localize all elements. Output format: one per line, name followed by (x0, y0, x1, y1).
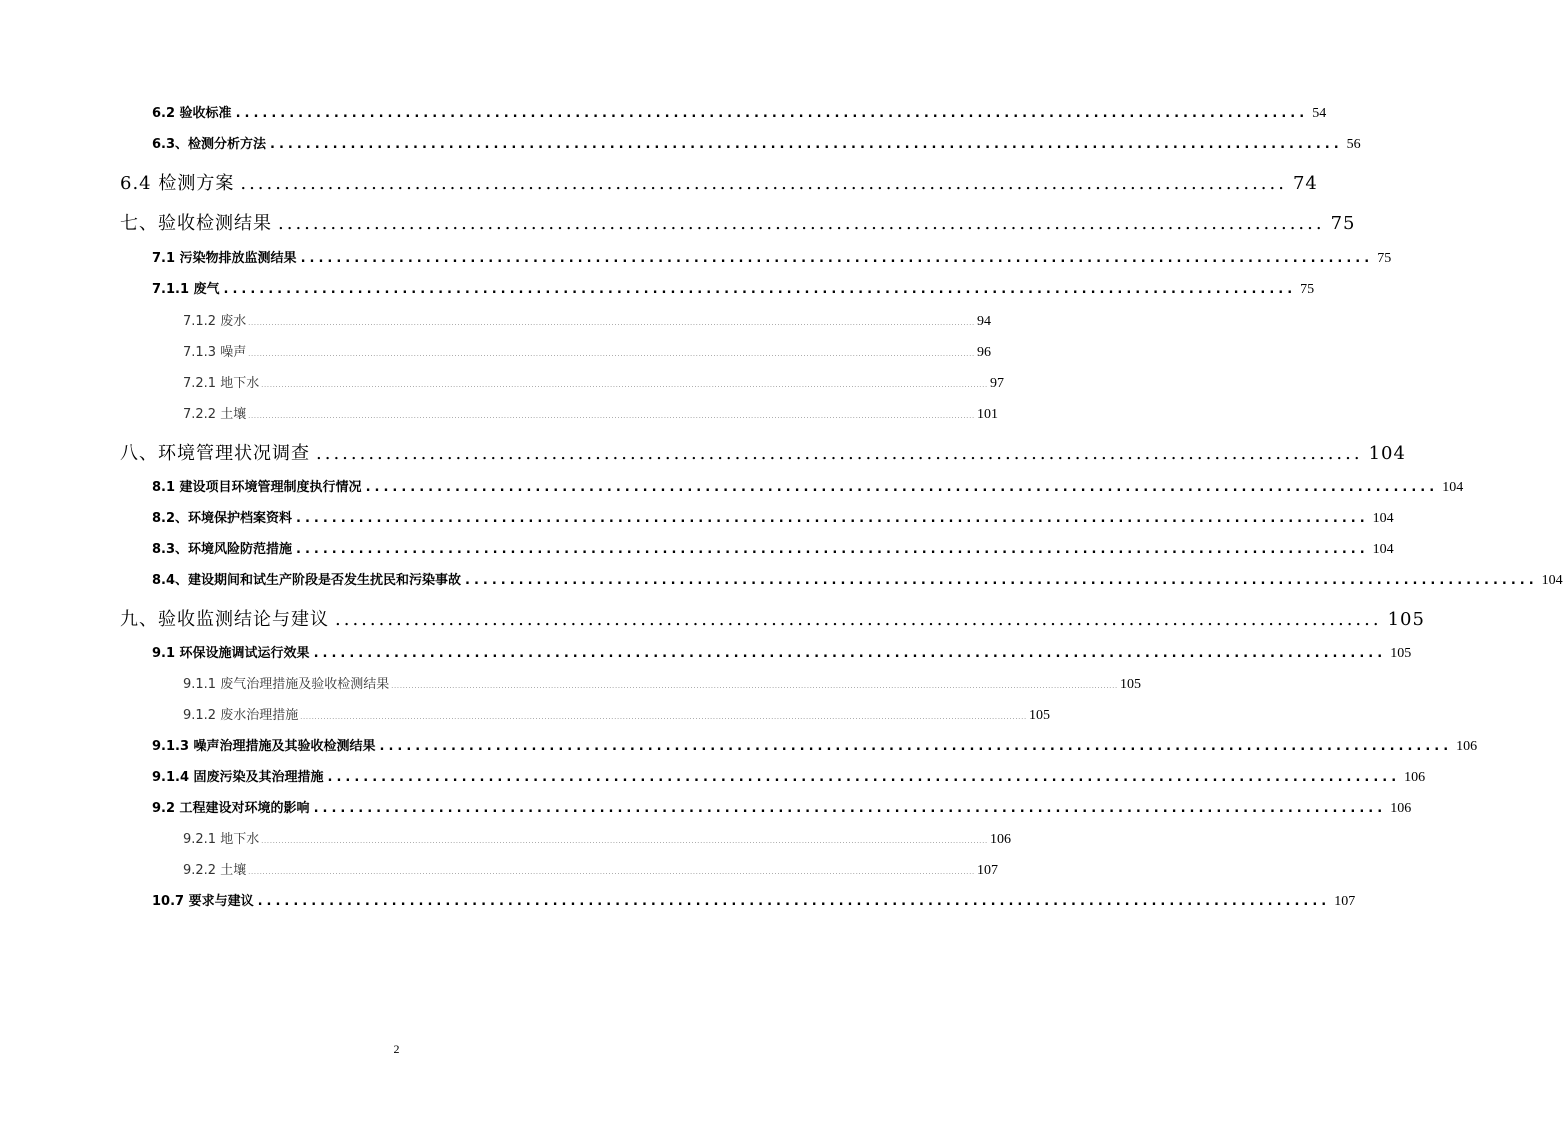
toc-entry-page: 101 (977, 407, 999, 422)
toc-entry-title: 9.2 工程建设对环境的影响 (152, 801, 310, 816)
toc-entry[interactable] (152, 642, 1412, 662)
toc-entry-page: 106 (1390, 801, 1412, 816)
toc-leader: ........................................................................................................................ (278, 213, 1325, 234)
toc-leader: .......................................................................................................................................................................................................................................................... (248, 869, 976, 876)
toc-entry-title: 8.3、环境风险防范措施 (152, 542, 293, 557)
toc-entry-title: 8.1 建设项目环境管理制度执行情况 (152, 480, 362, 495)
toc-entry[interactable] (183, 341, 992, 361)
toc-entry-title: 6.2 验收标准 (152, 106, 232, 121)
toc-entry-page: 106 (990, 832, 1012, 847)
toc-entry[interactable] (120, 169, 1318, 195)
toc-entry-title: 9.1.3 噪声治理措施及其验收检测结果 (152, 739, 376, 754)
toc-leader: ........................................................................................................................ (465, 573, 1538, 588)
toc-leader: ........................................................................................................................ (235, 106, 1309, 121)
toc-entry-title: 9.1 环保设施调试运行效果 (152, 646, 310, 661)
toc-entry-title: 7.1.2 废水 (183, 314, 247, 329)
toc-leader: ........................................................................................................................ (223, 282, 1297, 297)
toc-entry-page: 96 (977, 345, 992, 360)
toc-leader: ........................................................................................................................ (313, 801, 1387, 816)
toc-entry-title: 6.4 检测方案 (120, 173, 235, 194)
toc-entry[interactable] (183, 859, 999, 879)
toc-entry[interactable] (120, 439, 1406, 465)
toc-leader: ........................................................................................................................ (296, 542, 1369, 557)
toc-leader: ........................................................................................................................ (300, 251, 1374, 266)
toc-entry-title: 7.1.3 噪声 (183, 345, 247, 360)
toc-entry[interactable] (152, 133, 1361, 153)
toc-leader: ........................................................................................................................ (313, 646, 1387, 661)
toc-entry-page: 54 (1312, 106, 1327, 121)
toc-entry[interactable] (152, 797, 1412, 817)
toc-entry-page: 107 (977, 863, 999, 878)
toc-entry-page: 74 (1292, 173, 1318, 194)
toc-leader: .......................................................................................................................................................................................................................................................... (391, 683, 1119, 690)
toc-entry-page: 106 (1456, 739, 1478, 754)
toc-entry-title: 7.1 污染物排放监测结果 (152, 251, 297, 266)
toc-entry[interactable] (152, 247, 1392, 267)
toc-leader: ........................................................................................................................ (257, 894, 1331, 909)
toc-entry-page: 97 (990, 376, 1005, 391)
toc-leader: .......................................................................................................................................................................................................................................................... (248, 413, 976, 420)
toc-leader: ........................................................................................................................ (316, 443, 1363, 464)
toc-entry[interactable] (152, 102, 1327, 122)
toc-leader: ........................................................................................................................ (327, 770, 1401, 785)
toc-entry[interactable] (183, 403, 999, 423)
toc-entry-page: 105 (1029, 708, 1051, 723)
toc-entry-title: 8.4、建设期间和试生产阶段是否发生扰民和污染事故 (152, 573, 462, 588)
toc-leader: .......................................................................................................................................................................................................................................................... (261, 382, 989, 389)
toc-leader: ........................................................................................................................ (270, 137, 1343, 152)
toc-entry[interactable] (120, 209, 1356, 235)
toc-entry[interactable] (183, 310, 992, 330)
toc-leader: ........................................................................................................................ (240, 173, 1287, 194)
toc-entry-page: 104 (1368, 443, 1406, 464)
toc-entry-page: 75 (1377, 251, 1392, 266)
toc-entry-title: 10.7 要求与建议 (152, 894, 254, 909)
toc-entry-title: 八、环境管理状况调查 (120, 443, 310, 464)
toc-entry[interactable] (120, 605, 1425, 631)
toc-leader: ........................................................................................................................ (335, 609, 1382, 630)
toc-entry-page: 104 (1372, 511, 1394, 526)
toc-entry-page: 94 (977, 314, 992, 329)
toc-entry-title: 6.3、检测分析方法 (152, 137, 267, 152)
toc-entry-title: 9.1.1 废气治理措施及验收检测结果 (183, 677, 390, 692)
toc-entry-page: 104 (1372, 542, 1394, 557)
toc-entry-title: 7.2.1 地下水 (183, 376, 260, 391)
toc-entry-page: 105 (1387, 609, 1425, 630)
toc-leader: ........................................................................................................................ (379, 739, 1453, 754)
toc-entry[interactable] (183, 372, 1005, 392)
toc-entry[interactable] (183, 828, 1012, 848)
toc-entry[interactable] (152, 766, 1426, 786)
toc-entry-page: 75 (1330, 213, 1356, 234)
toc-entry-page: 104 (1442, 480, 1464, 495)
toc-entry-page: 105 (1390, 646, 1412, 661)
toc-entry[interactable] (152, 569, 1563, 589)
toc-leader: ........................................................................................................................ (296, 511, 1369, 526)
toc-entry[interactable] (152, 476, 1464, 496)
toc-entry-title: 9.1.2 废水治理措施 (183, 708, 299, 723)
toc-entry-page: 75 (1300, 282, 1315, 297)
toc-entry[interactable] (183, 704, 1051, 724)
toc-entry[interactable] (152, 735, 1478, 755)
toc-entry-title: 7.1.1 废气 (152, 282, 220, 297)
toc-entry[interactable] (152, 890, 1356, 910)
toc-entry-page: 106 (1404, 770, 1426, 785)
toc-entry-title: 8.2、环境保护档案资料 (152, 511, 293, 526)
toc-entry-title: 9.2.1 地下水 (183, 832, 260, 847)
toc-entry-page: 56 (1346, 137, 1361, 152)
toc-entry[interactable] (152, 278, 1315, 298)
toc-leader: .......................................................................................................................................................................................................................................................... (261, 838, 989, 845)
toc-entry[interactable] (152, 507, 1394, 527)
toc-entry-page: 107 (1334, 894, 1356, 909)
toc-leader: .......................................................................................................................................................................................................................................................... (248, 351, 976, 358)
toc-entry-title: 七、验收检测结果 (120, 213, 272, 234)
toc-leader: .......................................................................................................................................................................................................................................................... (300, 714, 1028, 721)
toc-entry-title: 9.1.4 固废污染及其治理措施 (152, 770, 324, 785)
toc-entry-page: 105 (1120, 677, 1142, 692)
page-number: 2 (393, 1042, 400, 1056)
toc-entry-title: 9.2.2 土壤 (183, 863, 247, 878)
toc-entry-title: 九、验收监测结论与建议 (120, 609, 329, 630)
toc-entry-page: 104 (1541, 573, 1563, 588)
toc-entry[interactable] (183, 673, 1142, 693)
toc-entry[interactable] (152, 538, 1394, 558)
toc-leader: .......................................................................................................................................................................................................................................................... (248, 320, 976, 327)
toc-entry-title: 7.2.2 土壤 (183, 407, 247, 422)
toc-leader: ........................................................................................................................ (365, 480, 1439, 495)
